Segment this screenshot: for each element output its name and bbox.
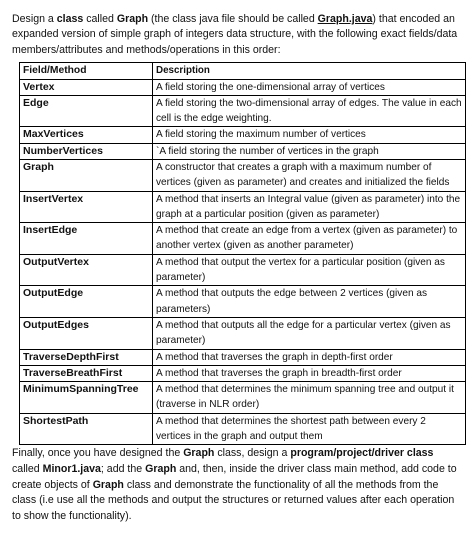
- header-description: Description: [153, 63, 466, 79]
- field-name-cell: OutputVertex: [20, 254, 153, 286]
- table-row: [20, 223, 466, 255]
- field-name-cell: OutputEdges: [20, 317, 153, 349]
- table-row: [20, 254, 466, 286]
- intro-bold-graph: Graph: [116, 13, 149, 25]
- description-cell: A field storing the two-dimensional array of edges. The value in each cell is the edge weighting.: [153, 95, 466, 127]
- table-row: [20, 127, 466, 143]
- table-header-row: [20, 63, 466, 79]
- intro-text-3: (the class java file should be called: [148, 13, 318, 25]
- outro-text-3: called: [12, 462, 43, 475]
- table-row: [20, 160, 466, 192]
- description-cell: A method that determines the shortest path between every 2 vertices in the graph and output them: [153, 413, 466, 445]
- outro-bold-graph-3: Graph: [92, 478, 124, 491]
- description-cell: A method that inserts an Integral value (given as parameter) into the graph at a particular position (given as parameter): [153, 191, 466, 223]
- field-name-cell: NumberVertices: [20, 143, 153, 159]
- outro-bold-graph-1: Graph: [183, 447, 215, 460]
- field-method-table: [19, 62, 466, 445]
- header-field-method: Field/Method: [20, 63, 153, 79]
- table-row: [20, 349, 466, 365]
- description-cell: A method that traverses the graph in depth-first order: [153, 349, 466, 365]
- table-body: [20, 79, 466, 445]
- field-name-cell: ShortestPath: [20, 413, 153, 445]
- intro-bold-class: class: [56, 13, 84, 25]
- field-name-cell: MaxVertices: [20, 127, 153, 143]
- intro-text-1: Design a: [12, 13, 57, 25]
- description-cell: A field storing the one-dimensional array of vertices: [153, 79, 466, 95]
- outro-text-5: and, then, inside the driver class main method, add code to create objects of: [12, 462, 457, 491]
- description-cell: A method that create an edge from a vertex (given as parameter) to another vertex (given as another parameter): [153, 223, 466, 255]
- outro-bold-driver-class: program/project/driver class: [290, 447, 434, 460]
- table-row: [20, 191, 466, 223]
- field-name-cell: Vertex: [20, 79, 153, 95]
- field-name-cell: TraverseBreathFirst: [20, 365, 153, 381]
- table-row: [20, 286, 466, 318]
- description-cell: A constructor that creates a graph with a maximum number of vertices (given as parameter) and creates and initialized the fields: [153, 160, 466, 192]
- description-cell: A method that traverses the graph in breadth-first order: [153, 365, 466, 381]
- field-name-cell: MinimumSpanningTree: [20, 382, 153, 414]
- description-cell: `A field storing the number of vertices in the graph: [153, 143, 466, 159]
- table-row: [20, 413, 466, 445]
- intro-text-4: ) that encoded an expanded version of simple graph of integers data structure, with the following exact fields/data members/attributes and methods/operations in this order:: [12, 13, 458, 56]
- field-name-cell: TraverseDepthFirst: [20, 349, 153, 365]
- field-name-cell: InsertEdge: [20, 223, 153, 255]
- description-cell: A method that outputs all the edge for a particular vertex (given as parameter): [153, 317, 466, 349]
- outro-text-6: class and demonstrate the functionality of all the methods from the class (i.e use all the methods and output the structures or returned values after each operation to show the functionality).: [12, 478, 455, 522]
- field-name-cell: Edge: [20, 95, 153, 127]
- table-row: [20, 95, 466, 127]
- intro-paragraph: [12, 12, 464, 58]
- description-cell: A method that outputs the edge between 2 vertices (given as parameters): [153, 286, 466, 318]
- outro-bold-minor1: Minor1.java: [42, 462, 101, 475]
- table-row: [20, 365, 466, 381]
- outro-bold-graph-2: Graph: [145, 462, 177, 475]
- table-row: [20, 382, 466, 414]
- description-cell: A method that determines the minimum spanning tree and output it (traverse in NLR order): [153, 382, 466, 414]
- outro-text-2: class, design a: [214, 447, 291, 460]
- outro-paragraph: [12, 446, 464, 524]
- table-row: [20, 79, 466, 95]
- intro-text-2: called: [83, 13, 117, 25]
- description-cell: A method that output the vertex for a particular position (given as parameter): [153, 254, 466, 286]
- description-cell: A field storing the maximum number of vertices: [153, 127, 466, 143]
- intro-filename: Graph.java: [317, 13, 373, 25]
- table-row: [20, 143, 466, 159]
- table-row: [20, 317, 466, 349]
- outro-text-4: ; add the: [100, 462, 146, 475]
- field-name-cell: Graph: [20, 160, 153, 192]
- outro-text-1: Finally, once you have designed the: [12, 447, 184, 460]
- field-name-cell: OutputEdge: [20, 286, 153, 318]
- field-name-cell: InsertVertex: [20, 191, 153, 223]
